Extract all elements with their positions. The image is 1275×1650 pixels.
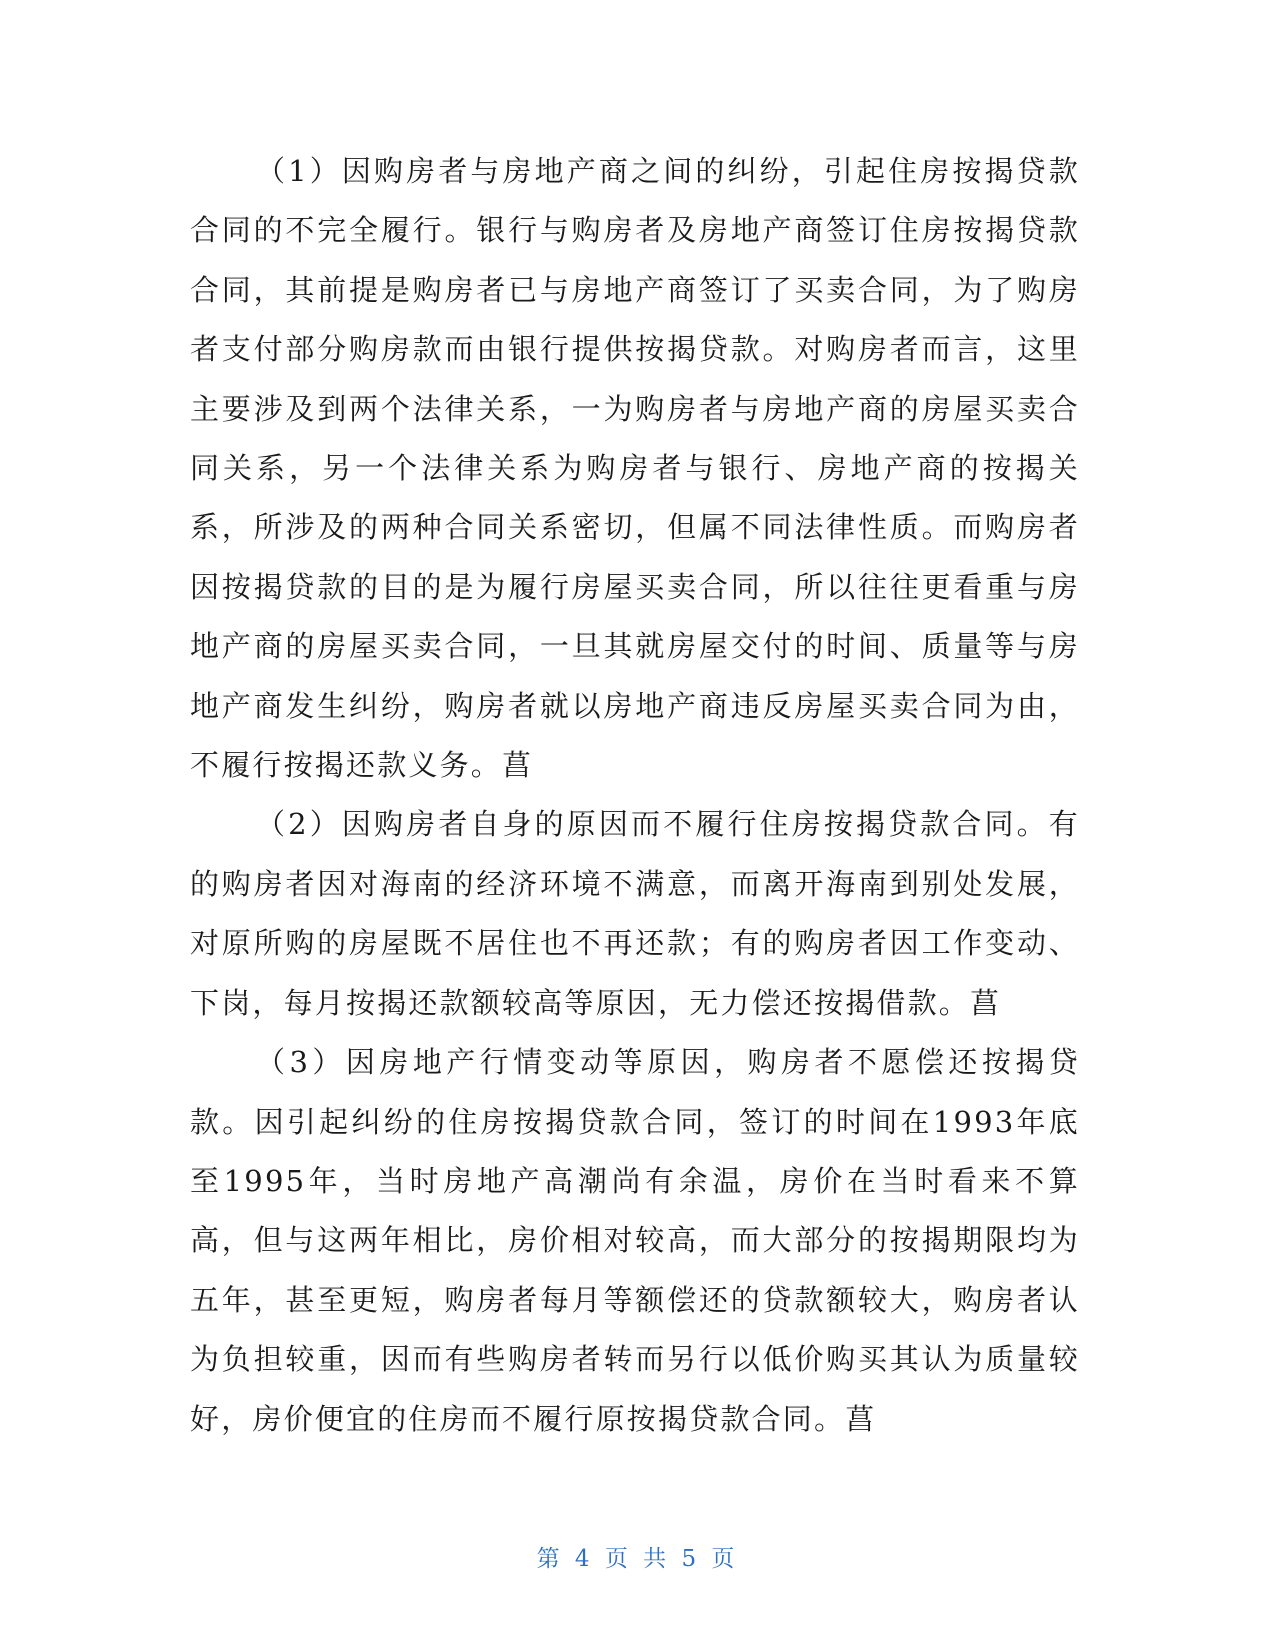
paragraph-1: （1）因购房者与房地产商之间的纠纷，引起住房按揭贷款合同的不完全履行。银行与购房者及房地产商签订住房按揭贷款合同，其前提是购房者已与房地产商签订了买卖合同，为了购房者支付部分购房款而由银行提供按揭贷款。对购房者而言，这里主要涉及到两个法律关系，一为购房者与房地产商的房屋买卖合同关系，另一个法律关系为购房者与银行、房地产商的按揭关系，所涉及的两种合同关系密切，但属不同法律性质。而购房者因按揭贷款的目的是为履行房屋买卖合同，所以往往更看重与房地产商的房屋买卖合同，一旦其就房屋交付的时间、质量等与房地产商发生纠纷，购房者就以房地产商违反房屋买卖合同为由，不履行按揭还款义务。菖 [190,154,1080,783]
document-body [190,142,1080,1449]
paragraph-3: （3）因房地产行情变动等原因，购房者不愿偿还按揭贷款。因引起纠纷的住房按揭贷款合同，签订的时间在1993年底至1995年，当时房地产高潮尚有余温，房价在当时看来不算高，但与这两年相比，房价相对较高，而大部分的按揭期限均为五年，甚至更短，购房者每月等额偿还的贷款额较大，购房者认为负担较重，因而有些购房者转而另行以低价购买其认为质量较好，房价便宜的住房而不履行原按揭贷款合同。菖 [190,1045,1080,1436]
page-number-footer: 第 4 页 共 5 页 [536,1546,739,1572]
paragraph-2: （2）因购房者自身的原因而不履行住房按揭贷款合同。有的购房者因对海南的经济环境不满意，而离开海南到别处发展，对原所购的房屋既不居住也不再还款；有的购房者因工作变动、下岗，每月按揭还款额较高等原因，无力偿还按揭借款。菖 [190,807,1080,1020]
